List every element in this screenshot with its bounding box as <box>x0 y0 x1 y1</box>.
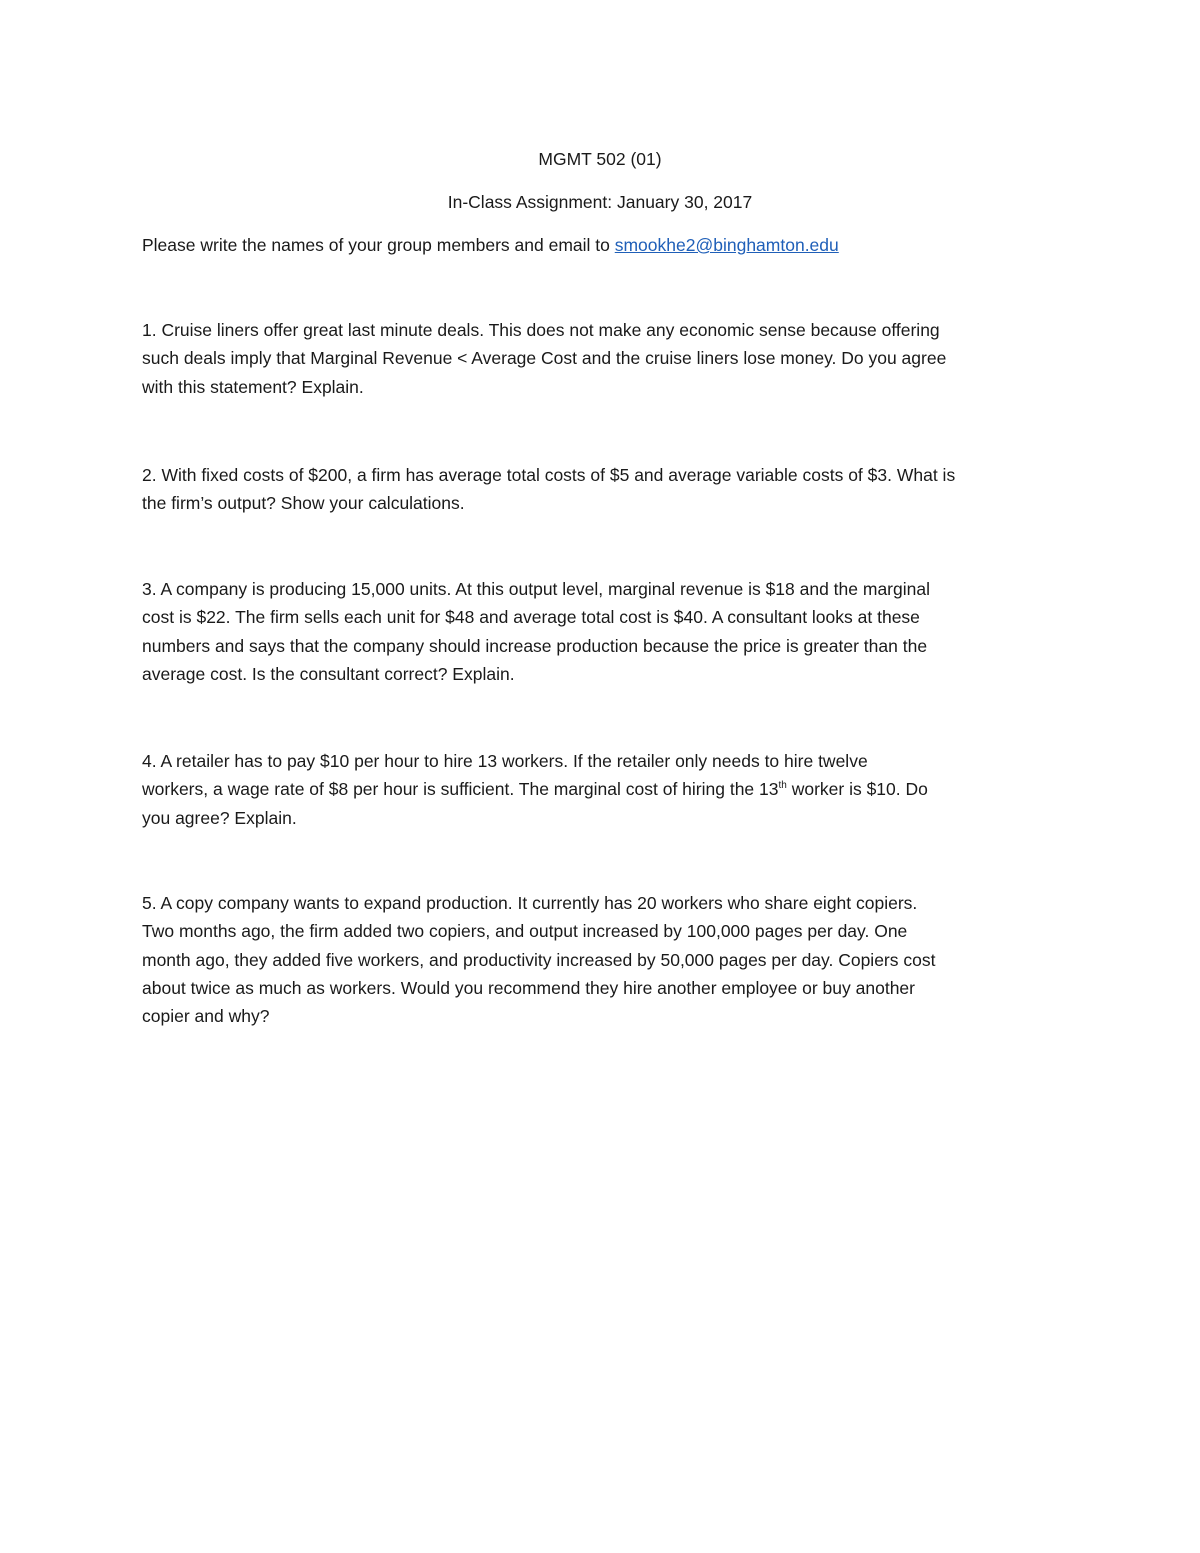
email-link[interactable]: smookhe2@binghamton.edu <box>614 235 839 255</box>
question-2-line-1: 2. With fixed costs of $200, a firm has average total costs of $5 and average variable costs of $3. What is <box>142 465 956 485</box>
question-4-line-2-start: workers, a wage rate of $8 per hour is sufficient. The marginal cost of hiring the 13 <box>142 779 779 800</box>
question-5-line-5: copier and why? <box>142 1006 270 1027</box>
question-5-line-2: Two months ago, the firm added two copiers, and output increased by 100,000 pages per day. One <box>142 921 908 942</box>
instruction-line <box>142 233 1062 257</box>
question-4-line-2 <box>142 775 1057 803</box>
question-4 <box>142 747 1057 832</box>
question-1-line-2: such deals imply that Marginal Revenue < Average Cost and the cruise liners lose money. Do you agree <box>142 348 947 369</box>
question-5-line-1: 5. A copy company wants to expand production. It currently has 20 workers who share eight copiers. <box>142 893 918 913</box>
course-title: MGMT 502 (01) <box>538 149 662 169</box>
question-1-line-1: 1. Cruise liners offer great last minute deals. This does not make any economic sense because offering <box>142 320 940 340</box>
question-5 <box>142 889 1057 1030</box>
question-3-line-2: cost is $22. The firm sells each unit for $48 and average total cost is $40. A consultant looks at these <box>142 607 920 628</box>
instruction-text: Please write the names of your group members and email to <box>142 235 615 255</box>
question-3 <box>142 575 1057 688</box>
assignment-title: In-Class Assignment: January 30, 2017 <box>447 192 753 212</box>
question-4-line-3: you agree? Explain. <box>142 807 297 828</box>
question-1 <box>142 316 1057 401</box>
question-5-line-3: month ago, they added five workers, and productivity increased by 50,000 pages per day. Copiers cost <box>142 949 936 970</box>
question-4-line-1: 4. A retailer has to pay $10 per hour to hire 13 workers. If the retailer only needs to hire twelve <box>142 751 868 771</box>
question-2 <box>142 461 1057 518</box>
question-4-line-2-end: worker is $10. Do <box>786 779 928 800</box>
question-2-line-2: the firm’s output? Show your calculations. <box>142 493 465 514</box>
question-5-line-4: about twice as much as workers. Would you recommend they hire another employee or buy another <box>142 977 915 998</box>
question-1-line-3: with this statement? Explain. <box>142 376 364 397</box>
question-3-line-3: numbers and says that the company should increase production because the price is greater than the <box>142 635 928 656</box>
ordinal-suffix: th <box>778 780 787 792</box>
question-3-line-1: 3. A company is producing 15,000 units. At this output level, marginal revenue is $18 and the marginal <box>142 579 930 599</box>
question-3-line-4: average cost. Is the consultant correct? Explain. <box>142 663 515 684</box>
